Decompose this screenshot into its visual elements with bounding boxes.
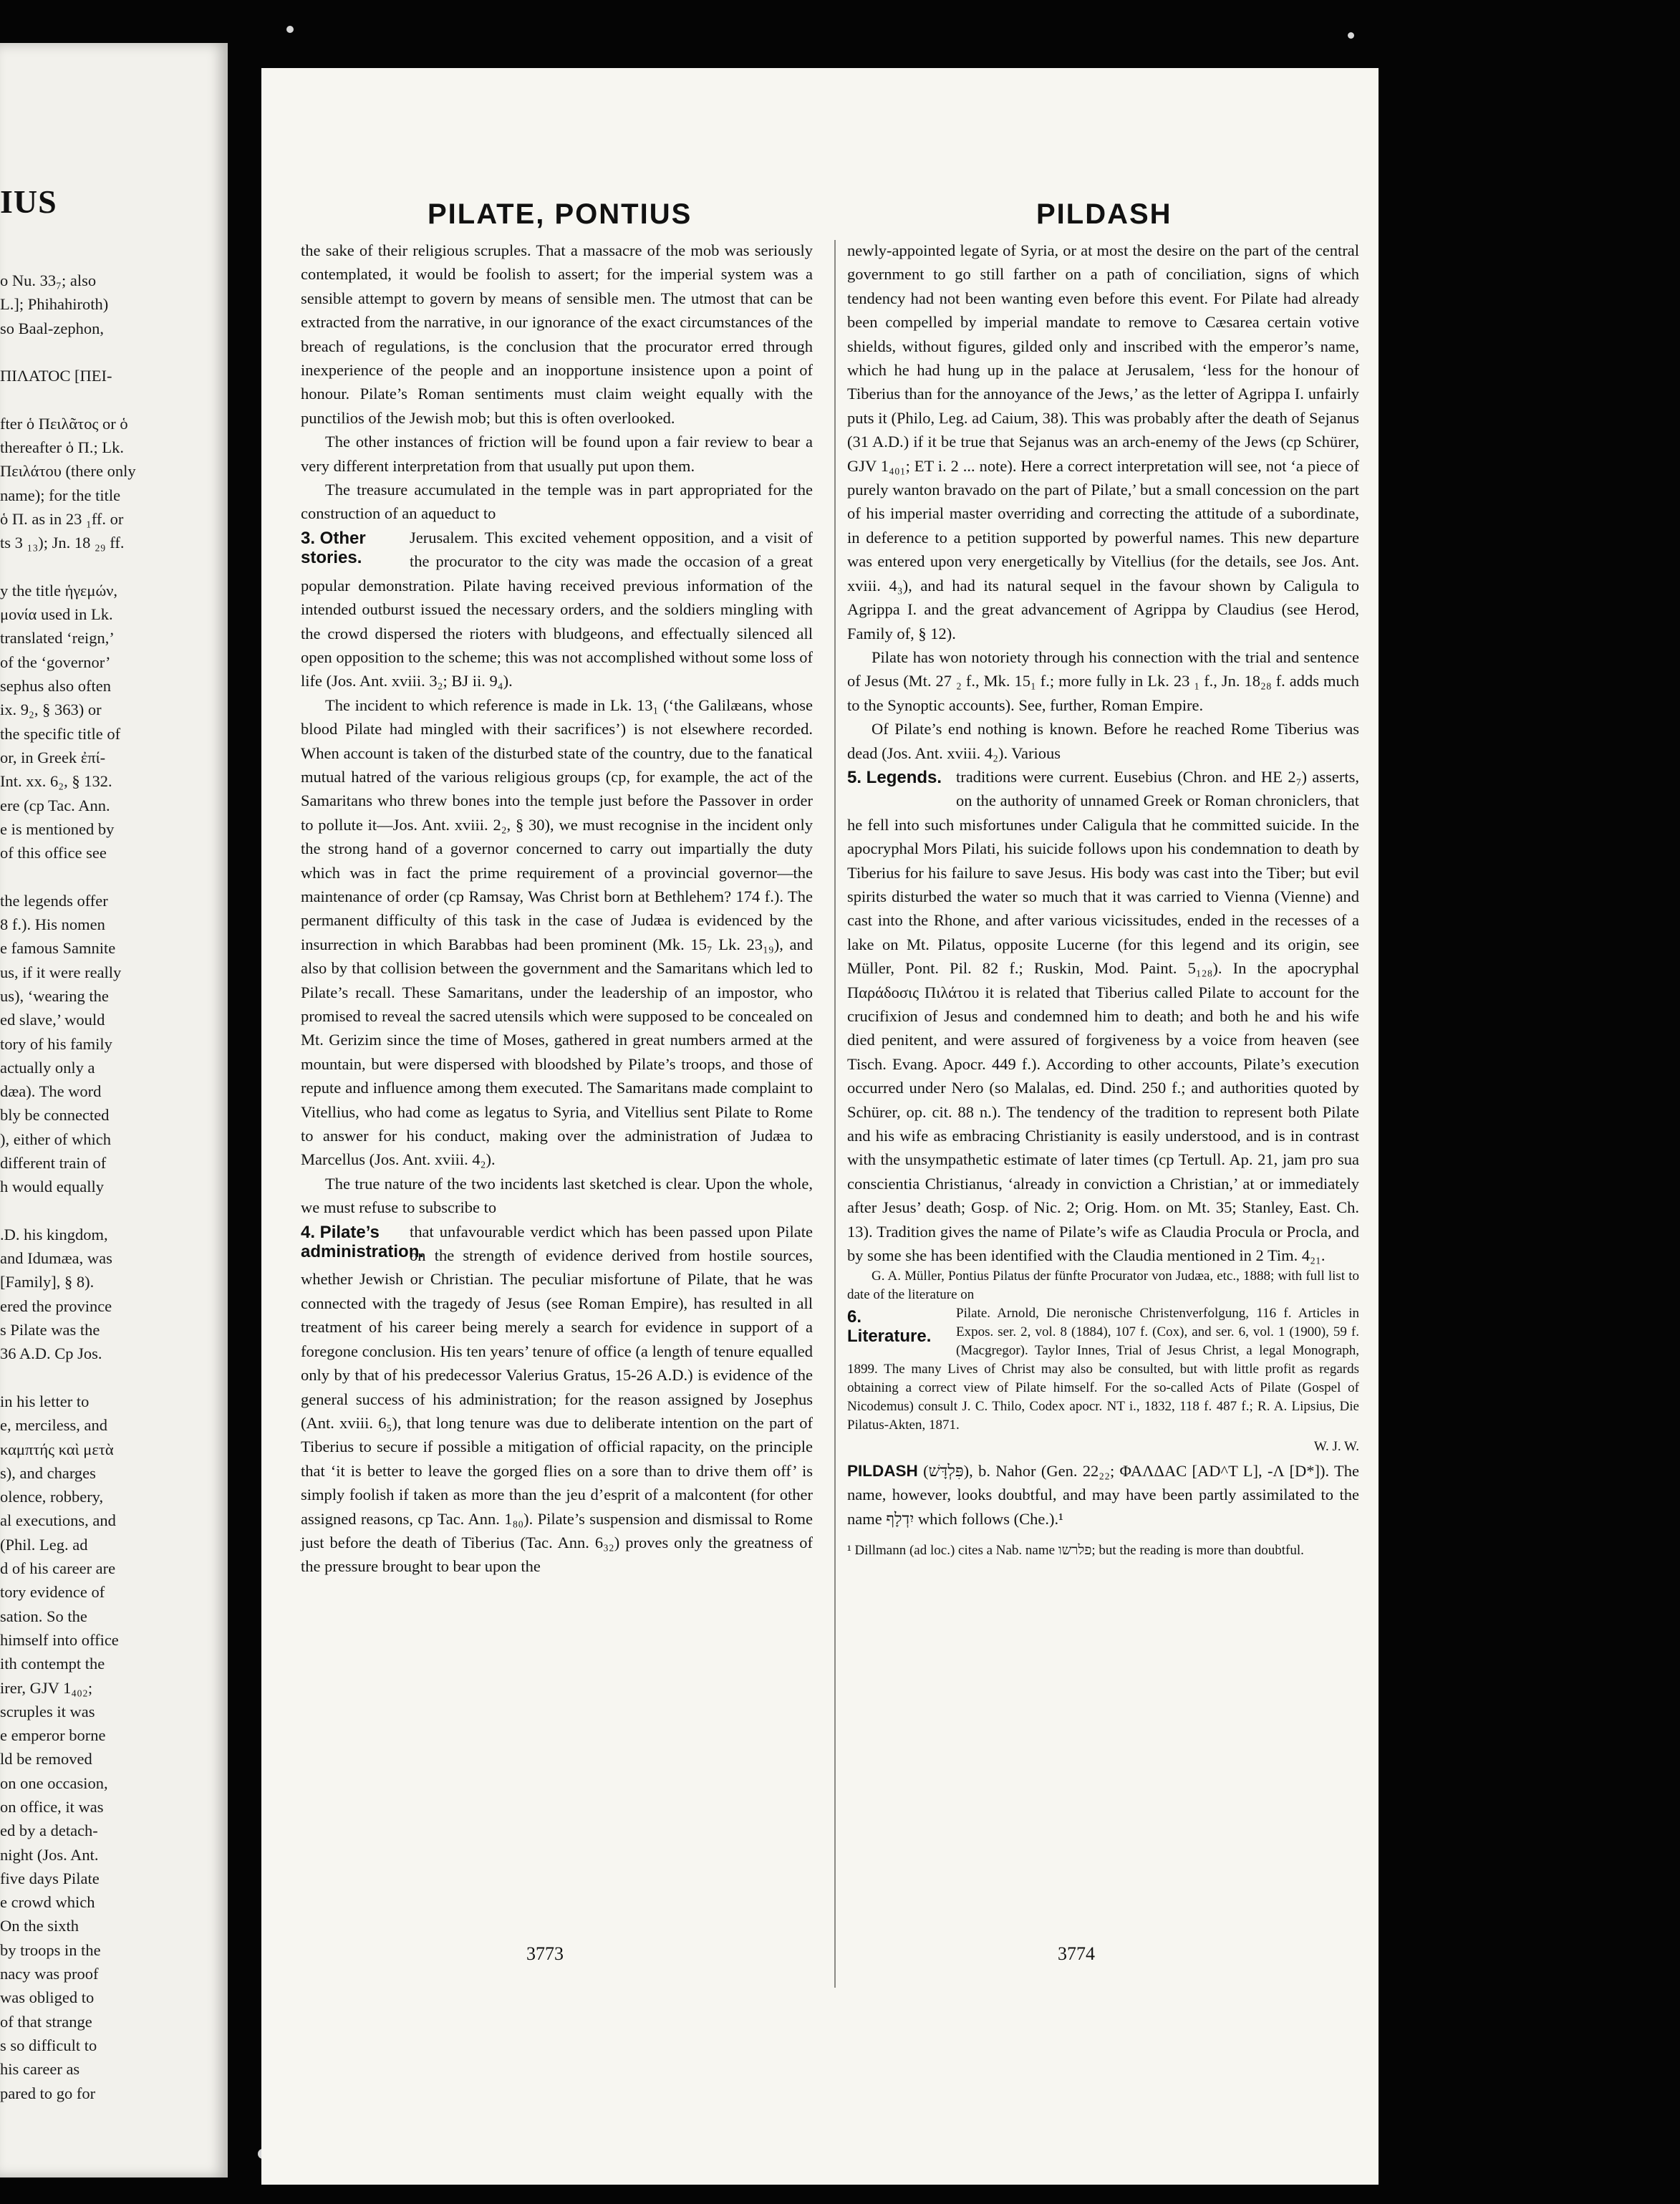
- left-page-text: [0, 269, 228, 2105]
- left-page-line: [Family], § 8).: [0, 1273, 95, 1291]
- literature-intro: G. A. Müller, Pontius Pilatus der fünfte Procurator von Judæa, etc., 1888; with full list to date of the literature on: [847, 1269, 1359, 1303]
- left-page-line: bly be connected: [0, 1106, 110, 1125]
- left-page-line: 8 f.). His nomen: [0, 915, 105, 934]
- paragraph-text: that unfavourable verdict which has been passed upon Pilate on the strength of evidence derived from hostile sources, whether Jewish or Christian. The peculiar misfortune of Pilate, that he was connected with the tragedy of Jesus (see Roman Empire), has resulted in all treatment of his career being merely a search for evidence in support of a foregone conclusion. His ten years’ tenure of office (a length of tenure equalled only by that of his predecessor Valerius Gratus, 15-26 A.D.) is evidence of the general success of his administration; for the reason assigned by Josephus (Ant. xviii. 6₅), that long tenure was due to deliberate intention on the part of Tiberius to secure if possible a mitigation of official rapacity, on the principle that ‘it is better to leave the gorged flies on a sore than to drive them off’ is simply foolish if taken as more than the jeu d’esprit of a malcontent (for other assigned reasons, cp Tac. Ann. 1₈₀). Pilate’s suspension and dismissal to Rome just before the death of Tiberius (Tac. Ann. 6₃₂) proves only the greatness of the pressure brought to bear upon the: [301, 1222, 813, 1576]
- left-page-line: L.]; Phihahiroth): [0, 295, 109, 314]
- paragraph: The true nature of the two incidents last sketched is clear. Upon the whole, we must refuse to subscribe to: [301, 1174, 813, 1217]
- left-page-line: Int. xx. 6₂, § 132.: [0, 772, 112, 791]
- left-page-line: nacy was proof: [0, 1965, 99, 1983]
- paragraph: newly-appointed legate of Syria, or at most the desire on the part of the central government to go still farther on a path of conciliation, signs of which tendency had not been wanting even before this event. For Pilate had already been compelled by imperial mandate to remove to Cæsarea certain votive shields, without figures, gilded only and inscribed with the emperor’s name, which he had hung up in the palace at Jerusalem, ‘less for the honour of Tiberius than for the annoyance of the Jews,’ as the letter of Agrippa I. unfairly puts it (Philo, Leg. ad Caium, 38). This was probably after the death of Sejanus (31 A.D.) if it be true that Sejanus was an arch-enemy of the Jews (cp Schürer, GJV 1₄₀₁; ET i. 2 ... note). Here a correct interpretation will see, not ‘a piece of purely wanton bravado on the part of Pilate,’ but a small concession on the part of his imperial master overriding and correcting the attitude of a subordinate, in deference to a petition supported by powerful names. This new departure was entered upon very energetically by Vitellius (for the details, see Jos. Ant. xviii. 4₃), and had its natural sequel in the favour shown by Caligula to Agrippa I. and the great advancement of Agrippa by Claudius (see Herod, Family of, § 12).: [847, 241, 1359, 643]
- left-page-line: of the ‘governor’: [0, 653, 111, 671]
- left-page-line: ith contempt the: [0, 1655, 105, 1673]
- left-page-line: pared to go for: [0, 2084, 96, 2102]
- paragraph: [847, 765, 1359, 1268]
- left-page-line: ix. 9₂, § 363) or: [0, 701, 102, 719]
- left-page-line: 36 A.D. Cp Jos.: [0, 1344, 102, 1363]
- left-page-line: olence, robbery,: [0, 1488, 104, 1506]
- author-signature: W. J. W.: [1313, 1439, 1359, 1455]
- entry-headword: PILDASH: [847, 1461, 918, 1480]
- main-page: [261, 68, 1379, 2185]
- left-page-line: name); for the title: [0, 486, 121, 504]
- paragraph: The incident to which reference is made in Lk. 13₁ (‘the Galilæans, whose blood Pilate had mingled with their sacrifices’) is not elsewhere recorded. When account is taken of the disturbed state of the country, due to the fanatical mutual hatred of the various religious groups (cp, for example, the act of the Samaritans who threw bones into the temple just before the Passover in order to pollute it—Jos. Ant. xviii. 2₂, § 30), we must recognise in the incident only the strong hand of a governor concerned to carry out impartially the duty which was in fact the prime requirement of a provincial governor—the maintenance of order (cp Ramsay, Was Christ born at Bethlehem? 174 f.). The permanent difficulty of this task in the case of Judæa is evidenced by the insurrection in which Barabbas had been prominent (Mk. 15₇ Lk. 23₁₉), and also by that collision between the government and the Samaritans which led to Pilate’s recall. These Samaritans, under the leadership of an impostor, who promised to reveal the sacred utensils which were supposed to be concealed on Mt. Gerizim since the time of Moses, gathered in great numbers armed at the mountain, but were dispersed with bloodshed by Pilate’s troops, and those of repute and influence among them executed. The Samaritans made complaint to Vitellius, who had come as legatus to Syria, and Vitellius sent Pilate to Rome to answer for his conduct, making over the administration of Judæa to Marcellus (Jos. Ant. xviii. 4₂).: [301, 696, 813, 1169]
- dust-speck: [286, 26, 294, 33]
- paragraph-text: Jerusalem. This excited vehement opposition, and a visit of the procurator to the city was made the occasion of a great popular demonstration. Pilate having received previous information of the intended outburst issued the necessary orders, and the soldiers mingling with the crowd dispersed the rioters with bludgeons, and effectually silenced all open opposition to the scheme; this was not accomplished without some loss of life (Jos. Ant. xviii. 3₂; BJ ii. 9₄).: [301, 528, 813, 690]
- left-page-line: translated ‘reign,’: [0, 629, 115, 648]
- left-page-line: dæa). The word: [0, 1082, 102, 1101]
- left-page-line: al executions, and: [0, 1511, 116, 1530]
- paragraph: [301, 526, 813, 693]
- left-column: [301, 239, 813, 1579]
- left-page-line: in his letter to: [0, 1392, 90, 1410]
- left-page-line: e crowd which: [0, 1893, 95, 1912]
- left-page-line: s so difficult to: [0, 2036, 97, 2054]
- dust-speck: [1348, 32, 1354, 39]
- left-page-line: d of his career are: [0, 1559, 116, 1578]
- left-page-line: e famous Samnite: [0, 939, 116, 958]
- left-page-line: scruples it was: [0, 1702, 95, 1721]
- left-page-line: sation. So the: [0, 1607, 87, 1625]
- section-heading-other-stories: 3. Other stories.: [301, 528, 366, 567]
- running-head-left: PILATE, PONTIUS: [428, 198, 692, 230]
- left-page-line: on office, it was: [0, 1798, 104, 1816]
- left-page-line: ed by a detach-: [0, 1822, 98, 1840]
- left-page-line: [0, 340, 228, 364]
- left-page-line: the legends offer: [0, 891, 108, 910]
- left-page-line: ὁ Π. as in 23 ₁ff. or: [0, 509, 124, 528]
- literature: [847, 1304, 1359, 1435]
- entry-text: (פִּלְדָּשׁ), b. Nahor (Gen. 22₂₂; ΦΑΛΔΑϹ [AD^T L], -Λ [D*]). The name, however, looks doubtful, and may have been partly assimilated to the name יִדְלָף which follows (Che.).¹: [847, 1461, 1359, 1528]
- left-page-line: On the sixth: [0, 1917, 79, 1935]
- section-heading-legends: 5. Legends.: [847, 767, 942, 787]
- left-page-line: was obliged to: [0, 1988, 95, 2007]
- left-page-line: h would equally: [0, 1178, 104, 1196]
- left-page-line: ere (cp Tac. Ann.: [0, 796, 110, 814]
- left-page-line: ered the province: [0, 1296, 112, 1315]
- left-page-line: [0, 1366, 228, 1390]
- left-page-line: tory evidence of: [0, 1583, 105, 1602]
- section-heading-literature: 6. Literature.: [847, 1307, 932, 1347]
- literature-text: Pilate. Arnold, Die neronische Christenverfolgung, 116 f. Articles in Expos. ser. 2, vol. 8 (1884), 107 f. (Cox), and ser. 6, vol. 1 (1900), 59 f. (Macgregor). Taylor Innes, Trial of Jesus Christ, a legal Monograph, 1899. The many Lives of Christ may also be consulted, but with little profit as regards obtaining a correct view of Pilate himself. For the so-called Acts of Pilate (Gospel of Nicodemus) consult J. C. Thilo, Codex apocr. NT i., 1832, 118 f. 487 f.; R. A. Lipsius, Die Pilatus-Akten, 1871.: [847, 1306, 1359, 1433]
- left-page-line: the specific title of: [0, 724, 121, 743]
- left-page-line: o Nu. 33₇; also: [0, 271, 97, 289]
- left-page-line: us, if it were really: [0, 963, 122, 981]
- left-page-line: irer, GJV 1₄₀₂;: [0, 1678, 93, 1697]
- left-page-line: so Baal-zephon,: [0, 319, 104, 337]
- left-page-line: [0, 388, 228, 411]
- left-page-line: fter ὁ Πειλᾶτος or ὁ: [0, 414, 128, 433]
- left-page-line: e, merciless, and: [0, 1416, 107, 1435]
- left-page-line: (Phil. Leg. ad: [0, 1535, 88, 1554]
- column-rule: [834, 240, 836, 1988]
- left-page-header: IUS: [0, 183, 57, 220]
- running-head-right: PILDASH: [1036, 198, 1172, 230]
- left-page-line: Πειλάτου (there only: [0, 462, 136, 481]
- page-number-right: 3774: [1058, 1943, 1095, 1964]
- left-facing-page: [0, 43, 228, 2177]
- left-page-line: different train of: [0, 1153, 107, 1172]
- left-page-line: actually only a: [0, 1058, 95, 1077]
- left-page-line: his career as: [0, 2060, 80, 2079]
- paragraph: Of Pilate’s end nothing is known. Before he reached Rome Tiberius was dead (Jos. Ant. xviii. 4₂). Various: [847, 720, 1359, 762]
- left-page-line: five days Pilate: [0, 1869, 100, 1887]
- left-page-line: thereafter ὁ Π.; Lk.: [0, 438, 125, 457]
- left-page-line: himself into office: [0, 1630, 119, 1649]
- left-page-line: by troops in the: [0, 1940, 101, 1959]
- paragraph: Pilate has won notoriety through his connection with the trial and sentence of Jesus (Mt. 27 ₂ f., Mk. 15₁ f.; more fully in Lk. 23 ₁ f., Jn. 18₂₈ f. adds much to the Synoptic accounts). See, further, Roman Empire.: [847, 648, 1359, 714]
- left-page-line: .D. his kingdom,: [0, 1225, 108, 1243]
- left-page-line: y the title ἡγεμών,: [0, 581, 118, 600]
- left-page-line: of that strange: [0, 2012, 92, 2031]
- paragraph: The treasure accumulated in the temple was in part appropriated for the construction of an aqueduct to: [301, 481, 813, 523]
- left-page-line: of this office see: [0, 844, 107, 862]
- section-heading-administration: 4. Pilate’s administration.: [301, 1222, 425, 1261]
- left-page-line: [0, 1199, 228, 1223]
- paragraph-text: traditions were current. Eusebius (Chron. and HE 2₇) asserts, on the authority of unnamed Greek or Roman chroniclers, that he fell into such misfortunes under Caligula that he committed suicide. In the apocryphal Mors Pilati, his suicide follows upon his condemnation to death by Tiberius for his failure to save Jesus. His body was cast into the Tiber; but evil spirits disturbed the water so much that it was carried to Vienna (Vienne) and cast into the Rhone, and after various vicissitudes, ended in the recesses of a lake on Mt. Pilatus, opposite Lucerne (for this legend and its origin, see Müller, Pont. Pil. 82 f.; Ruskin, Mod. Paint. 5₁₂₈). In the apocryphal Παράδοσις Πιλάτου it is related that Tiberius called Pilate to account for the crucifixion of Jesus and condemned him to death; and both he and his wife died penitent, and were assured of forgiveness by a voice from heaven (see Tisch. Evang. Apocr. 449 f.). According to other accounts, Pilate’s execution occurred under Nero (so Malalas, ed. Dind. 250 f.; and authorities quoted by Schürer, op. cit. 88 n.). The tendency of the tradition to represent both Pilate and his wife as embracing Christianity is easily understood, and is in contrast with the unsympathetic estimate of later times (cp Tertull. Ap. 21, jam pro sua conscientia Christianus, ‘already in conviction a Christian,’ at or immediately after Jesus’ death; Gosp. of Nic. 2; Orig. Hom. on Mt. 35; Stanley, East. Ch. 13). Tradition gives the name of Pilate’s wife as Claudia Procula or Procla, and by some she has been identified with the Claudia mentioned in 2 Tim. 4₂₁.: [847, 767, 1359, 1265]
- left-page-line: e is mentioned by: [0, 819, 115, 838]
- left-page-line: night (Jos. Ant.: [0, 1845, 99, 1864]
- left-page-line: sephus also often: [0, 677, 111, 696]
- left-page-line: or, in Greek ἐπί-: [0, 748, 106, 766]
- left-page-line: and Idumæa, was: [0, 1249, 112, 1268]
- paragraph: The other instances of friction will be found upon a fair review to bear a very different interpretation from that usually put upon them.: [301, 433, 813, 475]
- left-page-line: on one occasion,: [0, 1774, 108, 1792]
- right-column: [847, 239, 1359, 1559]
- left-page-line: e emperor borne: [0, 1726, 106, 1745]
- paragraph: the sake of their religious scruples. That a massacre of the mob was seriously contemplated, it would be foolish to assert; for the imperial system was a sensible attempt to govern by means of sensible men. The utmost that can be extracted from the narrative, in our ignorance of the exact circumstances of the breach of regulations, is the conclusion that the procurator erred through inexperience of the people and an inopportune insistence upon a point of honour. Pilate’s Roman sentiments must claim weight equally with the punctilios of the Jewish mob; but this is often overlooked.: [301, 241, 813, 427]
- left-page-line: [0, 865, 228, 888]
- left-page-line: ed slave,’ would: [0, 1011, 105, 1029]
- left-page-line: ), either of which: [0, 1130, 111, 1148]
- footnote: ¹ Dillmann (ad loc.) cites a Nab. name פלרשו; but the reading is more than doubtful.: [847, 1543, 1304, 1559]
- left-page-line: μονία used in Lk.: [0, 605, 113, 624]
- left-page-line: tory of his family: [0, 1034, 112, 1053]
- left-page-line: ld be removed: [0, 1750, 92, 1769]
- left-page-line: ts 3 ₁₃); Jn. 18 ₂₉ ff.: [0, 534, 125, 552]
- page-number-left: 3773: [526, 1943, 564, 1964]
- pildash-entry: [847, 1459, 1359, 1531]
- left-page-line: ΠΙΛΑΤΟϹ [ΠΕΙ-: [0, 367, 112, 385]
- left-page-line: [0, 555, 228, 579]
- left-page-line: s Pilate was the: [0, 1321, 100, 1339]
- left-page-line: s), and charges: [0, 1463, 96, 1482]
- left-page-line: καμπτής καὶ μετὰ: [0, 1440, 114, 1458]
- paragraph: [301, 1220, 813, 1579]
- left-page-line: us), ‘wearing the: [0, 986, 109, 1005]
